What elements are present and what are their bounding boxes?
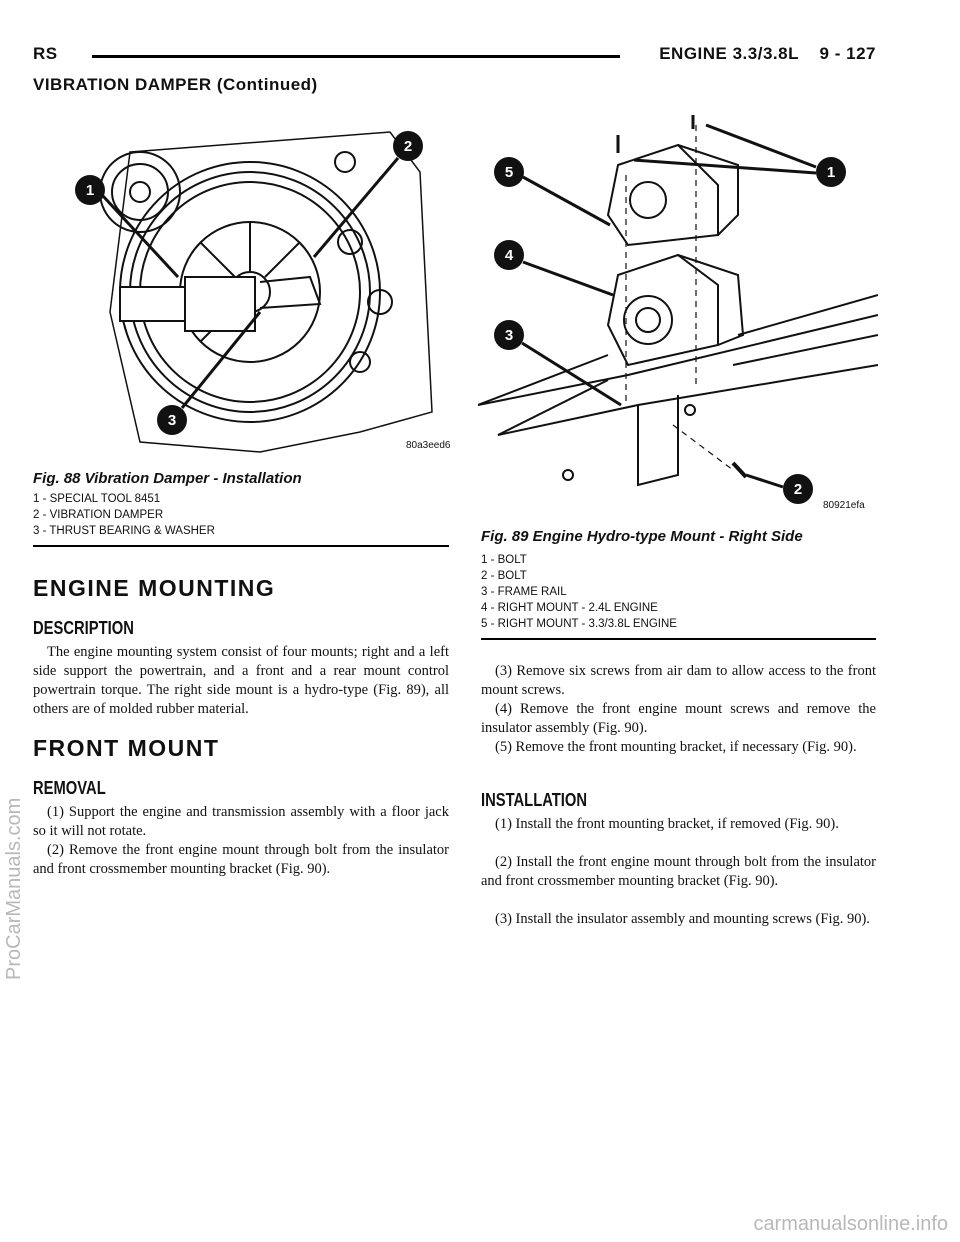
fig89-legend-item: 3 - FRAME RAIL [481,586,567,598]
fig89-legend-item: 2 - BOLT [481,570,527,582]
fig89-legend-item: 4 - RIGHT MOUNT - 2.4L ENGINE [481,602,658,614]
fig89-illustration [478,105,878,515]
fig88-legend-item: 1 - SPECIAL TOOL 8451 [33,493,161,505]
fig88-caption: Fig. 88 Vibration Damper - Installation [33,470,302,487]
svg-text:2: 2 [403,138,413,155]
watermark-side: ProCarManuals.com [3,797,25,980]
heading-installation: INSTALLATION [481,790,588,810]
fig89-callout-2 [746,474,813,504]
fig89-legend-item: 1 - BOLT [481,554,527,566]
section-continued-title: VIBRATION DAMPER (Continued) [33,75,318,94]
header-rule [92,55,620,58]
svg-text:1: 1 [85,182,95,199]
installation-step: (2) Install the front engine mount through bolt from the insulator and front crossmember mounting bracket (Fig. 90). [481,854,876,889]
heading-description: DESCRIPTION [33,618,134,638]
fig89-callout-4 [494,240,613,295]
fig89-rule [481,638,876,640]
fig89-caption: Fig. 89 Engine Hydro-type Mount - Right Side [481,528,803,545]
heading-removal: REMOVAL [33,778,106,798]
fig89-legend-item: 5 - RIGHT MOUNT - 3.3/3.8L ENGINE [481,618,677,630]
header-page-title: ENGINE 3.3/3.8L 9 - 127 [659,44,876,63]
svg-text:2: 2 [793,481,803,498]
vibration-damper-drawing [60,112,452,458]
removal-step: (1) Support the engine and transmission assembly with a floor jack so it will not rotate. [33,804,449,839]
svg-text:3: 3 [167,412,177,429]
fig88-legend-item: 2 - VIBRATION DAMPER [33,509,164,521]
fig89-code: 80921efa [823,500,865,511]
removal-step: (4) Remove the front engine mount screws and remove the insulator assembly (Fig. 90). [481,701,876,736]
removal-step: (2) Remove the front engine mount through bolt from the insulator and front crossmember mounting bracket (Fig. 90). [33,842,449,877]
header-section-code: RS [33,44,58,63]
description-paragraph: The engine mounting system consist of four mounts; right and a left side support the powertrain, and a front and a rear mount control powertrain torque. The right side mount is a hydro-type (Fig. 89), all others are of molded rubber material. [33,644,449,717]
installation-step: (1) Install the front mounting bracket, if removed (Fig. 90). [495,816,839,832]
fig88-rule [33,545,449,547]
fig89-legend [481,552,677,632]
installation-step: (3) Install the insulator assembly and mounting screws (Fig. 90). [495,911,870,927]
heading-engine-mounting: ENGINE MOUNTING [33,575,276,601]
fig88-illustration [60,112,452,458]
removal-step: (5) Remove the front mounting bracket, if necessary (Fig. 90). [495,739,857,755]
fig89-callout-5 [494,157,610,225]
svg-text:3: 3 [504,327,514,344]
removal-step: (3) Remove six screws from air dam to allow access to the front mount screws. [481,663,876,698]
watermark-bottom: carmanualsonline.info [753,1213,948,1235]
fig88-legend-item: 3 - THRUST BEARING & WASHER [33,525,215,537]
svg-text:1: 1 [826,164,836,181]
fig88-code: 80a3eed6 [406,440,451,451]
svg-text:5: 5 [504,164,514,181]
svg-text:4: 4 [504,247,514,264]
heading-front-mount: FRONT MOUNT [33,735,220,761]
hydro-mount-drawing [478,105,878,515]
fig88-legend [33,491,215,539]
